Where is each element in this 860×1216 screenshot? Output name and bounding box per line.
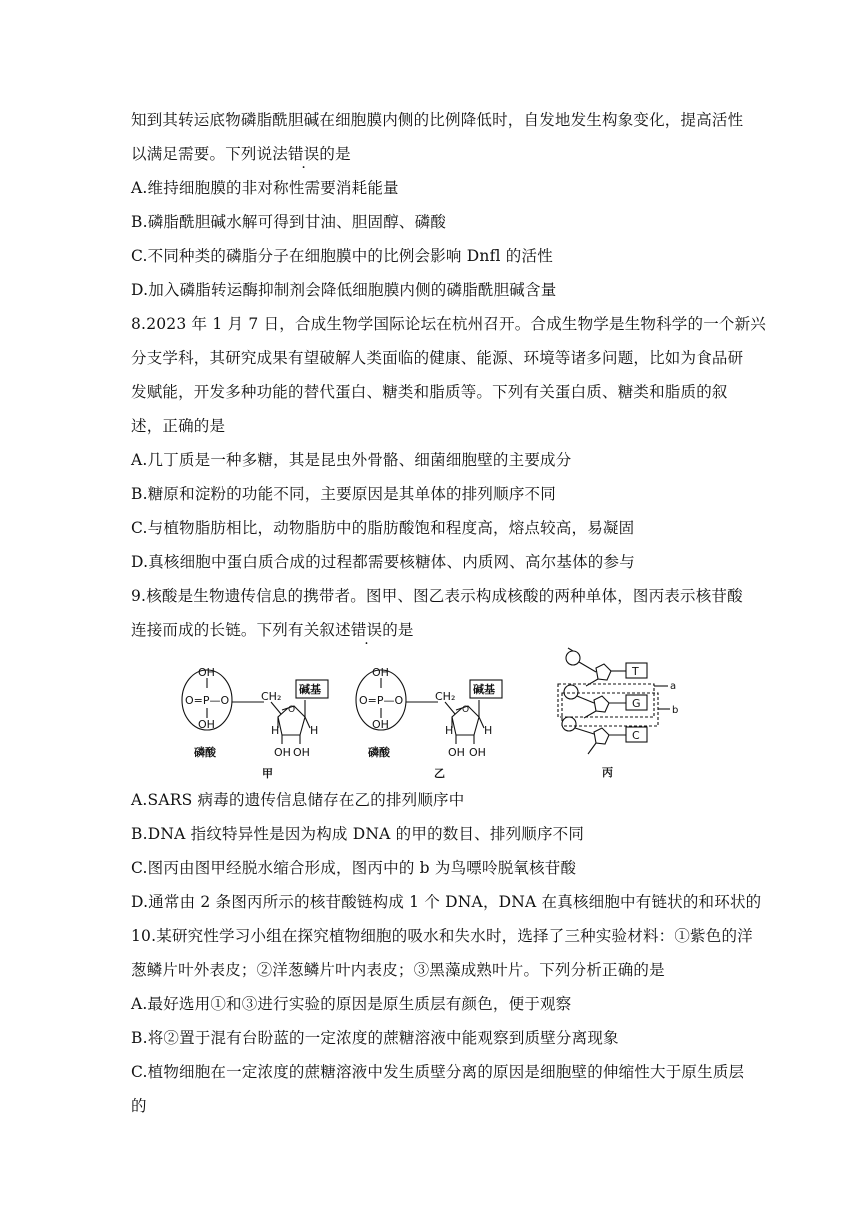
- q10-option-b: B.将②置于混有台盼蓝的一定浓度的蔗糖溶液中能观察到质壁分离现象: [131, 1029, 619, 1047]
- q9-stem-text: 连接而成的长链。下列有关叙述: [131, 621, 351, 639]
- jia-op: O=P—O: [185, 694, 230, 707]
- q10-option-c-continued: 的: [131, 1097, 147, 1115]
- bing-base-g: G: [632, 697, 641, 710]
- q8-stem-line-1: 8.2023 年 1 月 7 日，合成生物学国际论坛在杭州召开。合成生物学是生物科学的一个新兴: [131, 315, 766, 333]
- yi-oh1: OH: [448, 746, 465, 759]
- jia-h1: H: [271, 724, 280, 737]
- q9-option-b: B.DNA 指纹特异性是因为构成 DNA 的甲的数目、排列顺序不同: [131, 825, 585, 843]
- jia-base: 碱基: [299, 683, 321, 696]
- figure-bing-drawing: [558, 648, 670, 754]
- bing-base-c: C: [632, 729, 640, 742]
- q7-stem-text: 以满足需要。下列说法: [131, 145, 289, 163]
- q9-emphasis: 错误: [350, 621, 383, 639]
- yi-base: 碱基: [473, 683, 495, 696]
- yi-phosphate: 磷酸: [368, 746, 390, 759]
- q8-stem-line-4: 述，正确的是: [131, 417, 226, 435]
- q7-option-a: A.维持细胞膜的非对称性需要消耗能量: [131, 179, 399, 197]
- bing-label-b: b: [672, 705, 679, 716]
- q8-option-c: C.与植物脂肪相比，动物脂肪中的脂肪酸饱和程度高，熔点较高，易凝固: [131, 519, 635, 537]
- q9-option-a: A.SARS 病毒的遗传信息储存在乙的排列顺序中: [131, 791, 465, 809]
- yi-h1: H: [445, 724, 454, 737]
- figure-yi-drawing: [356, 670, 502, 744]
- q8-option-a: A.几丁质是一种多糖，其是昆虫外骨骼、细菌细胞壁的主要成分: [131, 451, 572, 469]
- figure-jia: [180, 662, 330, 780]
- figure-yi: [354, 662, 504, 780]
- jia-oh2: OH: [293, 746, 310, 759]
- jia-oh-top: OH: [198, 666, 215, 679]
- jia-o: O: [288, 705, 296, 715]
- q9-stem-line-1: 9.核酸是生物遗传信息的携带者。图甲、图乙表示构成核酸的两种单体，图丙表示核苷酸: [131, 587, 743, 605]
- yi-o: O: [462, 705, 470, 715]
- jia-phosphate: 磷酸: [194, 746, 216, 759]
- bing-caption: 丙: [602, 766, 613, 779]
- yi-oh-bottom: OH: [372, 718, 389, 731]
- q7-stem-line-2: [131, 144, 743, 164]
- yi-oh2: OH: [469, 746, 486, 759]
- q8-stem-line-2: 分支学科，其研究成果有望破解人类面临的健康、能源、环境等诸多问题，比如为食品研: [131, 349, 744, 367]
- q7-option-b: B.磷脂酰胆碱水解可得到甘油、胆固醇、磷酸: [131, 213, 447, 231]
- q10-option-a: A.最好选用①和③进行实验的原因是原生质层有颜色，便于观察: [131, 995, 572, 1013]
- q9-option-c: C.图丙由图甲经脱水缩合形成，图丙中的 b 为鸟嘌呤脱氧核苷酸: [131, 859, 577, 877]
- q9-stem-line-2: [131, 620, 743, 640]
- yi-oh-top: OH: [372, 666, 389, 679]
- q7-stem-line-1: 知到其转运底物磷脂酰胆碱在细胞膜内侧的比例降低时，自发地发生构象变化，提高活性: [131, 111, 744, 129]
- figure-bing: [552, 646, 702, 780]
- yi-h2: H: [484, 724, 493, 737]
- q10-stem-line-2: 葱鳞片叶外表皮；②洋葱鳞片叶内表皮；③黑藻成熟叶片。下列分析正确的是: [131, 961, 665, 979]
- figure-jia-drawing: [182, 670, 328, 744]
- q7-stem-tail: 的是: [319, 145, 351, 163]
- jia-h2: H: [310, 724, 319, 737]
- jia-caption: 甲: [262, 767, 273, 780]
- q8-option-b: B.糖原和淀粉的功能不同，主要原因是其单体的排列顺序不同: [131, 485, 556, 503]
- q9-option-d: D.通常由 2 条图丙所示的核苷酸链构成 1 个 DNA，DNA 在真核细胞中有链状的和环状的: [131, 893, 762, 911]
- jia-oh1: OH: [274, 746, 291, 759]
- yi-caption: 乙: [434, 767, 445, 780]
- bing-label-a: a: [670, 681, 677, 692]
- q10-option-c: C.植物细胞在一定浓度的蔗糖溶液中发生质壁分离的原因是细胞壁的伸缩性大于原生质层: [131, 1063, 745, 1081]
- q10-stem-line-1: 10.某研究性学习小组在探究植物细胞的吸水和失水时，选择了三种实验材料：①紫色的洋: [131, 927, 753, 945]
- q7-option-c: C.不同种类的磷脂分子在细胞膜中的比例会影响 Dnfl 的活性: [131, 247, 553, 265]
- q8-option-d: D.真核细胞中蛋白质合成的过程都需要核糖体、内质网、高尔基体的参与: [131, 553, 635, 571]
- q8-stem-line-3: 发赋能，开发多种功能的替代蛋白、糖类和脂质等。下列有关蛋白质、糖类和脂质的叙: [131, 383, 728, 401]
- bing-base-t: T: [632, 665, 639, 678]
- yi-op: O=P—O: [359, 694, 404, 707]
- yi-ch2: CH₂: [435, 690, 456, 703]
- q7-option-d: D.加入磷脂转运酶抑制剂会降低细胞膜内侧的磷脂酰胆碱含量: [131, 281, 557, 299]
- q9-stem-tail: 的是: [382, 621, 414, 639]
- jia-ch2: CH₂: [261, 690, 282, 703]
- q7-emphasis: 错误: [288, 145, 320, 163]
- nucleotide-figure: [180, 650, 740, 780]
- jia-oh-bottom: OH: [198, 718, 215, 731]
